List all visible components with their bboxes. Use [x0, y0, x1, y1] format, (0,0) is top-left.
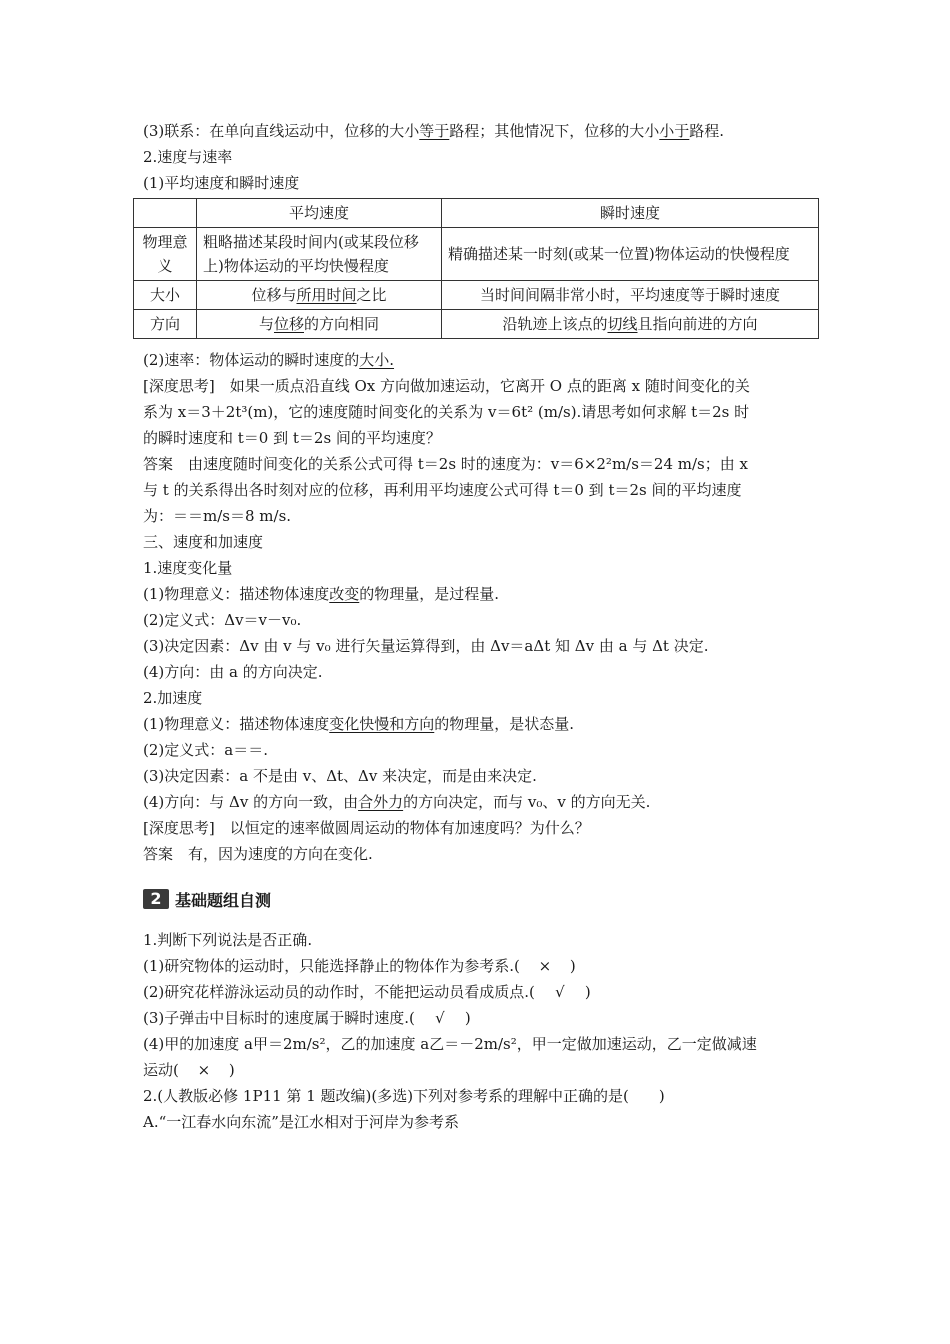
- think-1-line: 的瞬时速度和 t＝0 到 t＝2s 间的平均速度？: [143, 429, 441, 447]
- relation-line: (3)联系：在单向直线运动中，位移的大小等于路程；其他情况下，位移的大小小于路程.: [143, 122, 725, 140]
- quiz-question: 1.判断下列说法是否正确.: [143, 931, 313, 949]
- table-row: 方向 与位移的方向相同 沿轨迹上该点的切线且指向前进的方向: [134, 310, 819, 339]
- sub-heading: 2.加速度: [143, 689, 203, 707]
- quiz-item: (1)研究物体的运动时，只能选择静止的物体作为参考系.( × ): [143, 957, 576, 975]
- quiz-item: (3)子弹击中目标时的速度属于瞬时速度.( √ ): [143, 1009, 471, 1027]
- text-line: (1)物理意义：描述物体速度变化快慢和方向的物理量，是状态量.: [143, 715, 575, 733]
- text-line: (3)决定因素：a 不是由 v、Δt、Δv 来决定，而是由来决定.: [143, 767, 537, 785]
- section-title: 基础题组自测: [175, 890, 272, 910]
- quiz-option: A.“一江春水向东流”是江水相对于河岸为参考系: [143, 1113, 459, 1131]
- heading-speed-rate: 2.速度与速率: [143, 148, 233, 166]
- table-row: 大小 位移与所用时间之比 当时间间隔非常小时，平均速度等于瞬时速度: [134, 281, 819, 310]
- think-2-line: [深度思考] 以恒定的速率做圆周运动的物体有加速度吗？为什么？: [143, 819, 590, 837]
- text-line: (4)方向：与 Δv 的方向一致，由合外力的方向决定，而与 v₀、v 的方向无关.: [143, 793, 651, 811]
- quiz-item: 运动( × ): [143, 1061, 235, 1079]
- quiz-item: (2)研究花样游泳运动员的动作时，不能把运动员看成质点.( √ ): [143, 983, 591, 1001]
- table-header-row: 平均速度 瞬时速度: [134, 199, 819, 228]
- answer-2-line: 答案 有，因为速度的方向在变化.: [143, 845, 373, 863]
- think-1-line: [深度思考] 如果一质点沿直线 Ox 方向做加速运动，它离开 O 点的距离 x 随时间变化的关: [143, 377, 750, 395]
- sub-heading: 1.速度变化量: [143, 559, 233, 577]
- answer-1-line: 与 t 的关系得出各时刻对应的位移，再利用平均速度公式可得 t＝0 到 t＝2s 间的平均速度: [143, 481, 742, 499]
- heading-avg-inst: (1)平均速度和瞬时速度: [143, 174, 300, 192]
- quiz-item: (4)甲的加速度 a甲＝2m/s²，乙的加速度 a乙＝－2m/s²，甲一定做加速运动，乙一定做减速: [143, 1035, 757, 1053]
- answer-1-line: 为：＝＝m/s＝8 m/s.: [143, 507, 292, 525]
- text-line: (2)定义式：Δv＝v－v₀.: [143, 611, 302, 629]
- table-row: 物理意义 粗略描述某段时间内(或某段位移上)物体运动的平均快慢程度 精确描述某一时刻(或某一位置)物体运动的快慢程度: [134, 228, 819, 281]
- rate-line: (2)速率：物体运动的瞬时速度的大小.: [143, 351, 395, 369]
- think-1-line: 系为 x＝3＋2t³(m)，它的速度随时间变化的关系为 v＝6t² (m/s).请思考如何求解 t＝2s 时: [143, 403, 750, 421]
- document-page: [143, 118, 815, 1135]
- text-line: (3)决定因素：Δv 由 v 与 v₀ 进行矢量运算得到，由 Δv＝aΔt 知 Δv 由 a 与 Δt 决定.: [143, 637, 709, 655]
- text-line: (2)定义式：a＝＝.: [143, 741, 268, 759]
- section-number-badge: 2: [143, 889, 169, 909]
- section-heading: [143, 885, 815, 913]
- answer-1-line: 答案 由速度随时间变化的关系公式可得 t＝2s 时的速度为：v＝6×2²m/s＝24 m/s；由 x: [143, 455, 748, 473]
- text-line: (1)物理意义：描述物体速度改变的物理量，是过程量.: [143, 585, 500, 603]
- text-line: (4)方向：由 a 的方向决定.: [143, 663, 323, 681]
- comparison-table: [133, 198, 819, 339]
- quiz-question: 2.(人教版必修 1P11 第 1 题改编)(多选)下列对参考系的理解中正确的是( ): [143, 1087, 665, 1105]
- part3-title: 三、速度和加速度: [143, 533, 264, 551]
